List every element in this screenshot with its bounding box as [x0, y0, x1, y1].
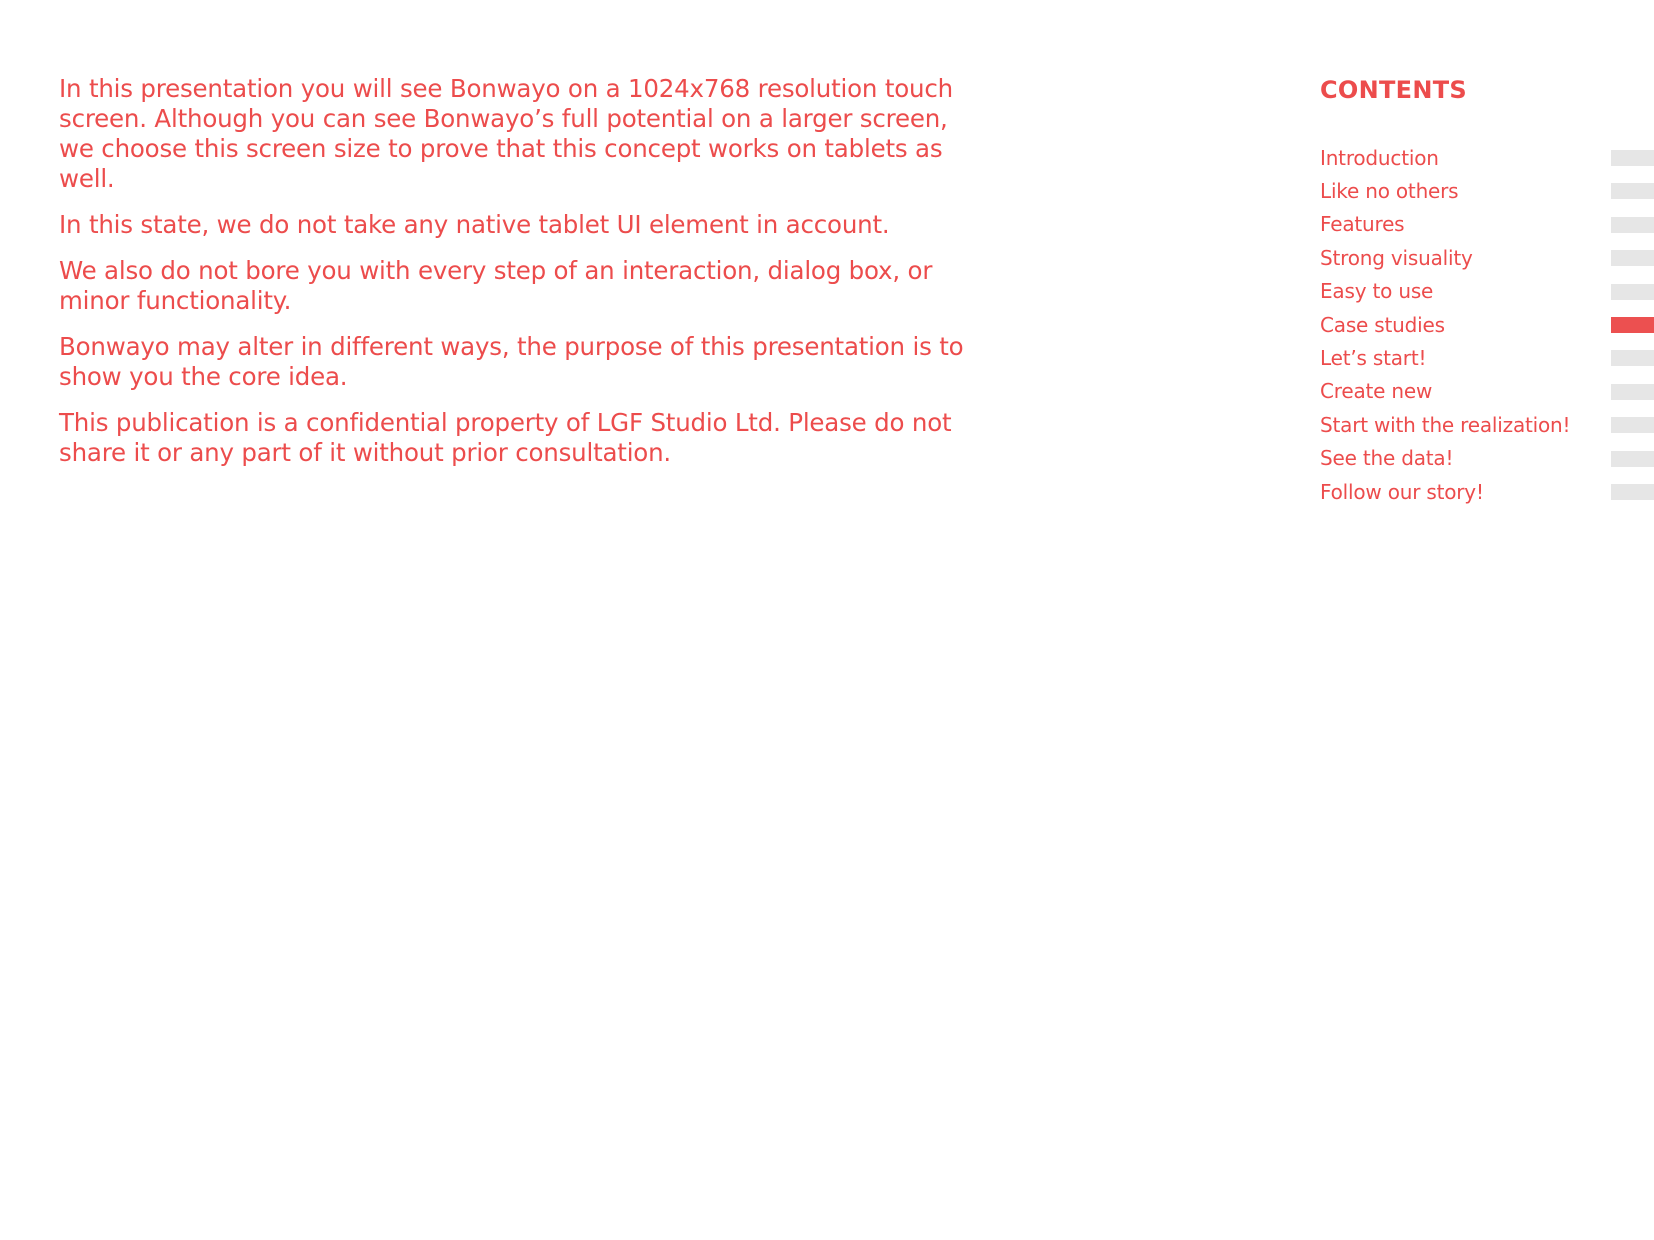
- page-indicator-bar: [1611, 451, 1654, 467]
- contents-item-label: Case studies: [1320, 312, 1445, 337]
- intro-paragraph-2: In this state, we do not take any native tablet UI element in account.: [59, 210, 890, 239]
- contents-item-see-the-data[interactable]: [1320, 442, 1654, 475]
- page-indicator-bar: [1611, 417, 1654, 433]
- contents-item-label: Let’s start!: [1320, 346, 1427, 371]
- contents-item-label: Follow our story!: [1320, 479, 1484, 504]
- contents-list: [1320, 141, 1654, 508]
- intro-paragraph-5: This publication is a confidential property of LGF Studio Ltd. Please do not share it or any part of it without prior consultation.: [59, 408, 952, 467]
- intro-paragraph-3: We also do not bore you with every step of an interaction, dialog box, or minor functionality.: [59, 256, 933, 315]
- contents-item-label: Strong visuality: [1320, 245, 1473, 270]
- contents-item-strong-visuality[interactable]: [1320, 241, 1654, 274]
- intro-paragraph-4: Bonwayo may alter in different ways, the purpose of this presentation is to show you the core idea.: [59, 332, 964, 391]
- contents-item-label: Like no others: [1320, 179, 1459, 204]
- page-indicator-bar: [1611, 284, 1654, 300]
- contents-item-label: Start with the realization!: [1320, 412, 1571, 437]
- page-indicator-bar: [1611, 317, 1654, 333]
- contents-item-easy-to-use[interactable]: [1320, 275, 1654, 308]
- contents-item-follow-our-story[interactable]: [1320, 475, 1654, 508]
- page-indicator-bar: [1611, 183, 1654, 199]
- contents-item-create-new[interactable]: [1320, 375, 1654, 408]
- page-indicator-bar: [1611, 150, 1654, 166]
- contents-item-label: Create new: [1320, 379, 1433, 404]
- intro-paragraph-1: In this presentation you will see Bonwayo on a 1024x768 resolution touch screen. Although you can see Bonwayo’s full potential on a larger screen, we choose this screen size to prove that this concept works on tablets as well.: [59, 74, 953, 193]
- contents-item-features[interactable]: [1320, 208, 1654, 241]
- page-indicator-bar: [1611, 250, 1654, 266]
- contents-item-like-no-others[interactable]: [1320, 174, 1654, 207]
- contents-item-case-studies[interactable]: [1320, 308, 1654, 341]
- contents-item-lets-start[interactable]: [1320, 341, 1654, 374]
- contents-title: CONTENTS: [1320, 76, 1468, 104]
- contents-item-start-with-the-realization[interactable]: [1320, 408, 1654, 441]
- intro-text: [59, 74, 969, 484]
- contents-item-label: Introduction: [1320, 145, 1439, 170]
- contents-item-label: Easy to use: [1320, 279, 1434, 304]
- page-indicator-bar: [1611, 484, 1654, 500]
- page-indicator-bar: [1611, 384, 1654, 400]
- page-indicator-bar: [1611, 217, 1654, 233]
- contents-item-label: See the data!: [1320, 446, 1454, 471]
- contents-item-introduction[interactable]: [1320, 141, 1654, 174]
- contents-item-label: Features: [1320, 212, 1405, 237]
- page-indicator-bar: [1611, 350, 1654, 366]
